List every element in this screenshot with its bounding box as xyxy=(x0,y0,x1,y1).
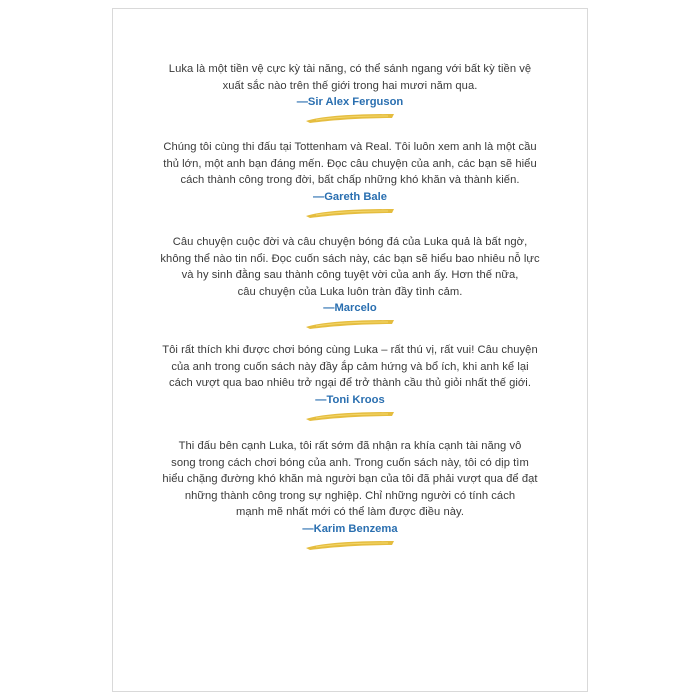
quote-line: thủ lớn, một anh bạn đáng mến. Đọc câu chuyện của anh, các bạn sẽ hiểu xyxy=(163,157,537,170)
quote-text xyxy=(113,342,587,392)
gold-brush-stroke xyxy=(302,410,398,422)
book-page xyxy=(112,8,588,692)
quote-author: —Gareth Bale xyxy=(313,190,387,203)
quote-block-bale xyxy=(113,139,587,219)
gold-brush-stroke xyxy=(302,112,398,124)
quote-line: Thi đấu bên cạnh Luka, tôi rất sớm đã nhận ra khía cạnh tài năng vô xyxy=(178,440,522,452)
quote-line: hiểu chặng đường khó khăn mà người bạn của tôi đã phải vượt qua để đạt xyxy=(162,473,538,485)
quote-block-ferguson xyxy=(113,61,587,124)
quote-line: song trong cách chơi bóng của anh. Trong cuốn sách này, tôi có dịp tìm xyxy=(171,456,529,469)
quote-block-kroos xyxy=(113,342,587,422)
quote-line: của anh trong cuốn sách này đầy ắp cảm hứng và bổ ích, khi anh kể lại xyxy=(171,360,529,373)
quote-author: —Marcelo xyxy=(323,302,377,314)
quote-text xyxy=(113,139,587,189)
quote-line: Tôi rất thích khi được chơi bóng cùng Luka – rất thú vị, rất vui! Câu chuyện xyxy=(162,344,538,356)
gold-brush-stroke xyxy=(302,539,398,551)
quote-line: và hy sinh đằng sau thành công tuyệt vời của anh ấy. Hơn thế nữa, xyxy=(181,269,519,281)
quote-line: xuất sắc nào trên thế giới trong hai mươi năm qua. xyxy=(222,79,478,92)
gold-brush-stroke xyxy=(302,318,398,330)
quote-line: những thành công trong sự nghiệp. Chỉ những người có tính cách xyxy=(184,489,516,502)
quote-line: cách vượt qua bao nhiêu trở ngại để trở thành cầu thủ giỏi nhất thế giới. xyxy=(168,377,532,389)
quote-author: —Sir Alex Ferguson xyxy=(296,96,404,108)
quote-line: Chúng tôi cùng thi đấu tại Tottenham và Real. Tôi luôn xem anh là một cầu xyxy=(163,141,537,153)
quote-text xyxy=(113,438,587,521)
quote-block-marcelo xyxy=(113,234,587,330)
gold-brush-stroke xyxy=(302,207,398,219)
quote-block-benzema xyxy=(113,438,587,551)
quote-line: không thể nào tin nổi. Đọc cuốn sách này, các bạn sẽ hiểu bao nhiêu nỗ lực xyxy=(160,252,540,265)
quote-line: Luka là một tiền vệ cực kỳ tài năng, có thể sánh ngang với bất kỳ tiền vệ xyxy=(168,63,532,75)
quote-text xyxy=(113,61,587,94)
quote-author: —Karim Benzema xyxy=(302,522,398,535)
quote-text xyxy=(113,234,587,300)
quote-author: —Toni Kroos xyxy=(315,393,385,406)
quote-line: câu chuyện của Luka luôn tràn đầy tình cảm. xyxy=(237,285,463,298)
quote-line: cách thành công trong đời, bất chấp những khó khăn và thành kiến. xyxy=(180,174,520,186)
quote-line: Câu chuyện cuộc đời và câu chuyện bóng đá của Luka quả là bất ngờ, xyxy=(172,236,528,248)
quote-line: mạnh mẽ nhất mới có thể làm được điều này. xyxy=(235,506,465,518)
